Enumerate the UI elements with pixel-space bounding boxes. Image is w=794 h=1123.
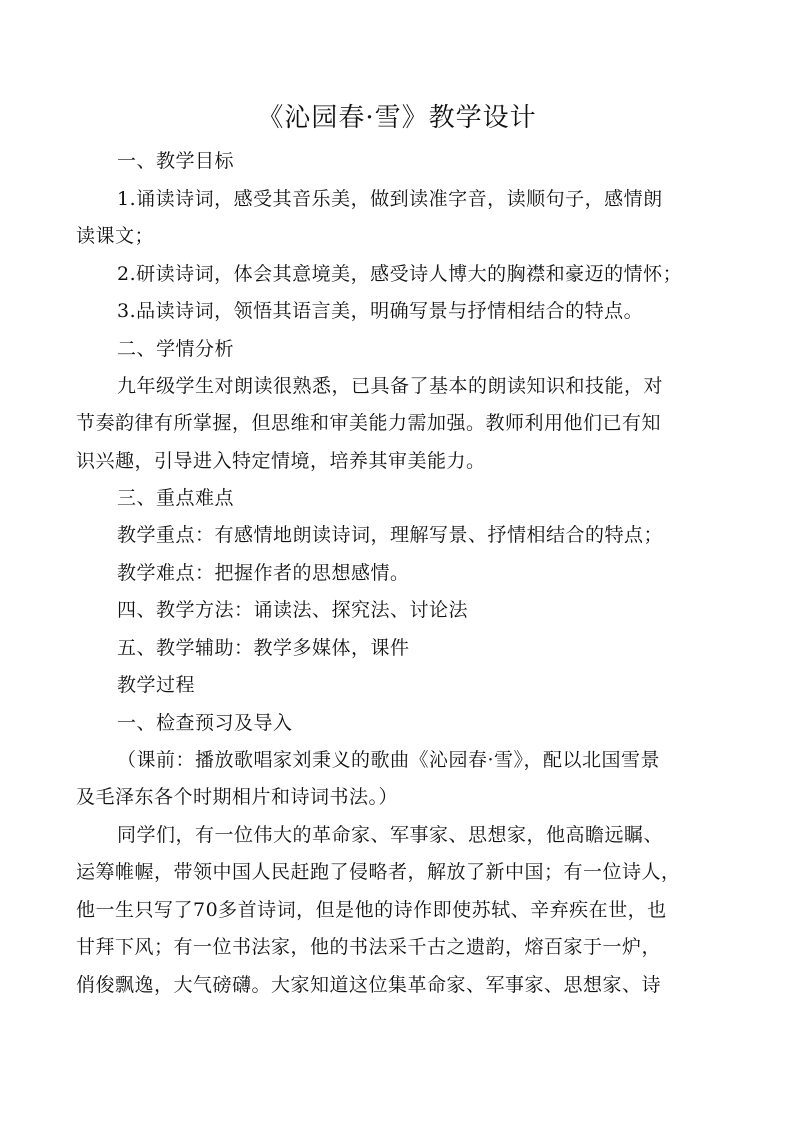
section-heading-objectives: 一、教学目标 <box>117 150 235 172</box>
paragraph-line: 3.品读诗词，领悟其语言美，明确写景与抒情相结合的特点。 <box>117 300 644 322</box>
paragraph-line: 他一生只写了70多首诗词，但是他的诗作即使苏轼、辛弃疾在世，也 <box>76 899 667 921</box>
section-heading-key-points: 三、重点难点 <box>117 487 235 509</box>
paragraph-line: 俏俊飘逸，大气磅礴。大家知道这位集革命家、军事家、思想家、诗 <box>76 974 662 996</box>
section-heading-process: 教学过程 <box>117 674 196 696</box>
document-title: 《沁园春·雪》教学设计 <box>257 103 537 133</box>
section-heading-aids: 五、教学辅助：教学多媒体，课件 <box>117 637 410 659</box>
section-heading-methods: 四、教学方法：诵读法、探究法、讨论法 <box>117 599 469 621</box>
paragraph-line: 2.研读诗词，体会其意境美，感受诗人博大的胸襟和豪迈的情怀； <box>117 263 683 285</box>
paragraph-line: 读课文； <box>76 225 155 247</box>
paragraph-line: 教学难点：把握作者的思想感情。 <box>117 562 410 584</box>
paragraph-line: 及毛泽东各个时期相片和诗词书法。） <box>76 786 399 808</box>
section-heading-preview: 一、检查预习及导入 <box>117 712 293 734</box>
paragraph-line: 1.诵读诗词，感受其音乐美，做到读准字音，读顺句子，感情朗 <box>117 188 663 210</box>
paragraph-line: 甘拜下风；有一位书法家，他的书法采千古之遗韵，熔百家于一炉， <box>76 936 662 958</box>
paragraph-line: 九年级学生对朗读很熟悉，已具备了基本的朗读知识和技能，对 <box>117 375 664 397</box>
paragraph-line: 同学们，有一位伟大的革命家、军事家、思想家，他高瞻远瞩、 <box>117 824 664 846</box>
paragraph-line: 运筹帷幄，带领中国人民赶跑了侵略者，解放了新中国；有一位诗人， <box>76 861 681 883</box>
paragraph-line: （课前：播放歌唱家刘秉义的歌曲《沁园春·雪》，配以北国雪景 <box>117 749 661 771</box>
paragraph-line: 识兴趣，引导进入特定情境，培养其审美能力。 <box>76 450 486 472</box>
paragraph-line: 节奏韵律有所掌握，但思维和审美能力需加强。教师利用他们已有知 <box>76 412 662 434</box>
section-heading-analysis: 二、学情分析 <box>117 338 235 360</box>
paragraph-line: 教学重点：有感情地朗读诗词，理解写景、抒情相结合的特点； <box>117 524 664 546</box>
